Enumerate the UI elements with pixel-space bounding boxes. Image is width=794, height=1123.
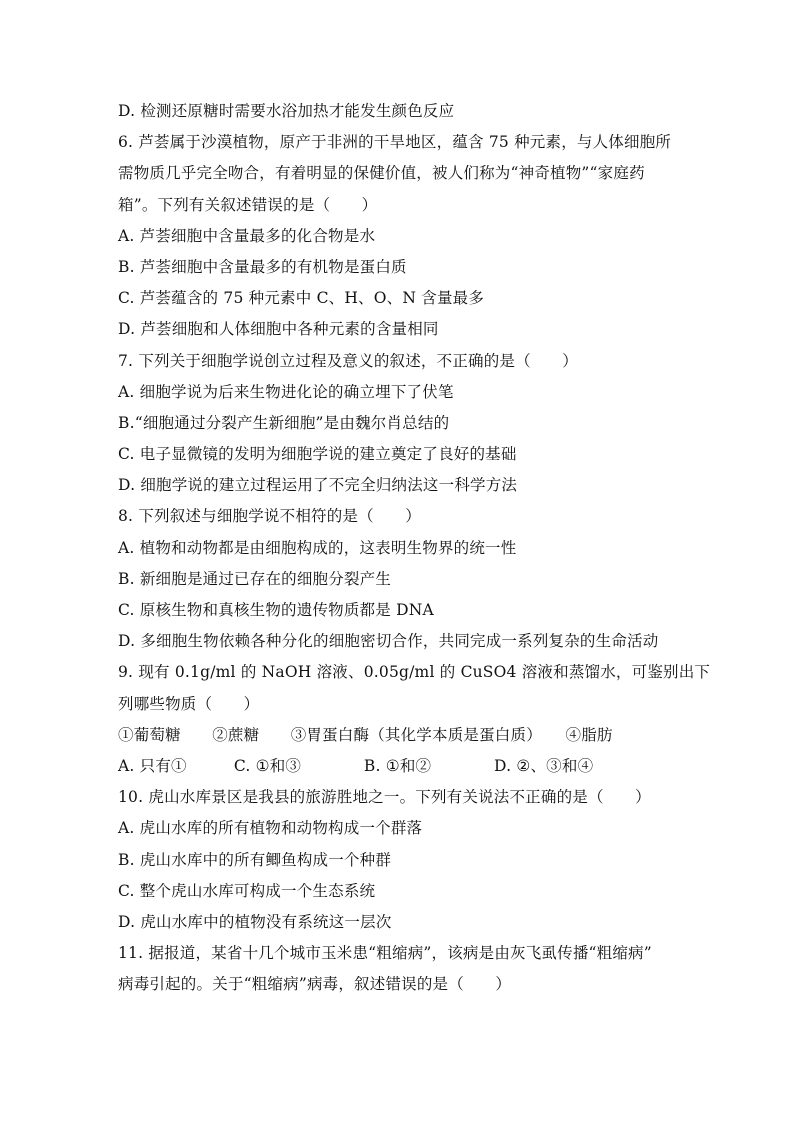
question-7-option-b: B.“细胞通过分裂产生新细胞”是由魏尔肖总结的 xyxy=(118,413,450,432)
document-page xyxy=(118,96,711,1000)
question-9-stem-line-2: 列哪些物质（ ） xyxy=(118,694,260,713)
question-8-option-a: A. 植物和动物都是由细胞构成的，这表明生物界的统一性 xyxy=(118,538,517,557)
question-10-option-d: D. 虎山水库中的植物没有系统这一层次 xyxy=(118,912,392,931)
question-10-stem: 10. 虎山水库景区是我县的旅游胜地之一。下列有关说法不正确的是（ ） xyxy=(118,788,651,807)
question-7-option-c: C. 电子显微镜的发明为细胞学说的建立奠定了良好的基础 xyxy=(118,445,517,464)
question-6-option-a: A. 芦荟细胞中含量最多的化合物是水 xyxy=(118,226,376,245)
question-7-option-d: D. 细胞学说的建立过程运用了不完全归纳法这一科学方法 xyxy=(118,476,518,495)
question-10-option-b: B. 虎山水库中的所有鲫鱼构成一个种群 xyxy=(118,850,392,869)
question-9-substances: ①葡萄糖 ②蔗糖 ③胃蛋白酶（其化学本质是蛋白质） ④脂肪 xyxy=(118,725,613,744)
question-7-stem: 7. 下列关于细胞学说创立过程及意义的叙述，不正确的是（ ） xyxy=(118,351,578,370)
question-6-option-c: C. 芦荟蕴含的 75 种元素中 C、H、O、N 含量最多 xyxy=(118,289,485,308)
question-6-option-d: D. 芦荟细胞和人体细胞中各种元素的含量相同 xyxy=(118,320,439,339)
question-11-stem-line-1: 11. 据报道，某省十几个城市玉米患“粗缩病”，该病是由灰飞虱传播“粗缩病” xyxy=(118,944,652,963)
question-6-stem-line-1: 6. 芦荟属于沙漠植物，原产于非洲的干旱地区，蕴含 75 种元素，与人体细胞所 xyxy=(118,133,672,152)
question-5-option-d: D. 检测还原糖时需要水浴加热才能发生颜色反应 xyxy=(118,102,455,120)
question-9-options: A. 只有① C. ①和③ B. ①和② D. ②、③和④ xyxy=(118,756,594,775)
question-10-option-a: A. 虎山水库的所有植物和动物构成一个群落 xyxy=(118,819,423,838)
question-9-stem-line-1: 9. 现有 0.1g/ml 的 NaOH 溶液、0.05g/ml 的 CuSO4 溶液和蒸馏水，可鉴别出下 xyxy=(118,663,711,682)
question-6-option-b: B. 芦荟细胞中含量最多的有机物是蛋白质 xyxy=(118,257,407,276)
question-7-option-a: A. 细胞学说为后来生物进化论的确立埋下了伏笔 xyxy=(118,382,454,401)
question-11-stem-line-2: 病毒引起的。关于“粗缩病”病毒，叙述错误的是（ ） xyxy=(118,975,512,994)
question-8-stem: 8. 下列叙述与细胞学说不相符的是（ ） xyxy=(118,507,421,526)
question-8-option-d: D. 多细胞生物依赖各种分化的细胞密切合作，共同完成一系列复杂的生命活动 xyxy=(118,632,659,651)
question-6-stem-line-2: 需物质几乎完全吻合，有着明显的保健价值，被人们称为“神奇植物”“家庭药 xyxy=(118,164,645,183)
question-6-stem-line-3: 箱”。下列有关叙述错误的是（ ） xyxy=(118,195,378,214)
question-8-option-c: C. 原核生物和真核生物的遗传物质都是 DNA xyxy=(118,601,434,619)
question-10-option-c: C. 整个虎山水库可构成一个生态系统 xyxy=(118,881,376,900)
question-8-option-b: B. 新细胞是通过已存在的细胞分裂产生 xyxy=(118,569,392,588)
